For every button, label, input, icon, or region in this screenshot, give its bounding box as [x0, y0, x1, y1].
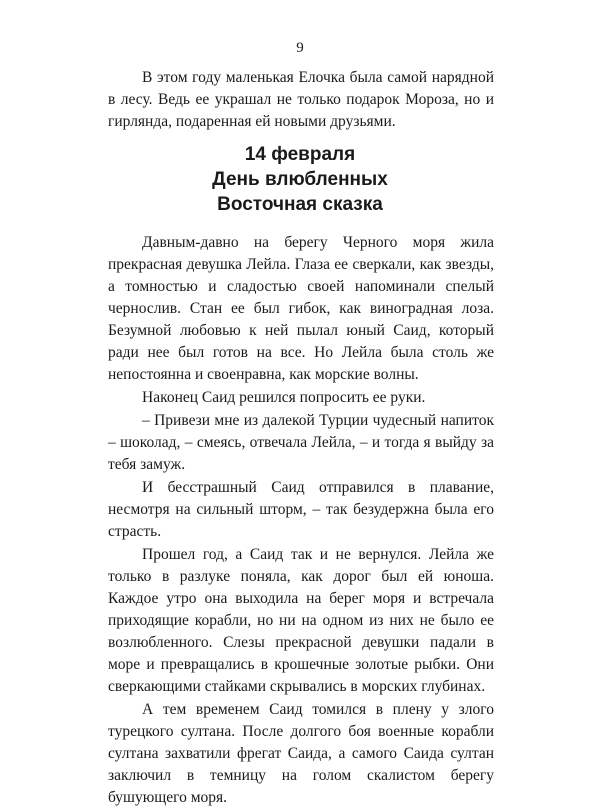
page-number: 9 — [296, 40, 304, 56]
story-text — [108, 232, 494, 809]
chapter-date: 14 февраля — [244, 144, 356, 165]
paragraph: Прошел год, а Саид так и не вернулся. Лейла же только в разлуке поняла, как дорог был ей юноша. Каждое утро она выходила на берег моря и встречала приходящие корабли, но ни на одном из них не было ее возлюбленного. Слезы прекрасной девушки падали в море и превращались в крошечные золотые рыбки. Они сверкающими стайками скрывались в морских глубинах. — [108, 546, 494, 695]
paragraph: И бесстрашный Саид отправился в плавание, несмотря на сильный шторм, – так безудержна была его страсть. — [108, 479, 494, 540]
chapter-subtitle: Восточная сказка — [217, 194, 383, 215]
paragraph: В этом году маленькая Елочка была самой нарядной в лесу. Ведь ее украшал не только подарок Мороза, но и гирлянда, подаренная ей новыми друзьями. — [108, 69, 494, 130]
paragraph: Давным-давно на берегу Черного моря жила прекрасная девушка Лейла. Глаза ее сверкали, как звезды, а томностью и сладостью своей напоминали спелый чернослив. Стан ее был гибок, как виноградная лоза. Безумной любовью к ней пылал юный Саид, который ради нее был готов на все. Но Лейла была столь же непостоянна и своенравна, как морские волны. — [108, 234, 494, 383]
chapter-heading — [0, 142, 600, 217]
intro-text — [108, 67, 494, 133]
paragraph: А тем временем Саид томился в плену у злого турецкого султана. После долгого боя военные корабли султана захватили фрегат Саида, а самого Саида султан заключил в темницу на голом скалистом берегу бушующего моря. — [108, 701, 494, 806]
paragraph: – Привези мне из далекой Турции чудесный напиток – шоколад, – смеясь, отвечала Лейла, – и тогда я выйду за тебя замуж. — [108, 412, 494, 473]
chapter-title: День влюбленных — [212, 169, 388, 190]
paragraph: Наконец Саид решился попросить ее руки. — [142, 389, 426, 406]
